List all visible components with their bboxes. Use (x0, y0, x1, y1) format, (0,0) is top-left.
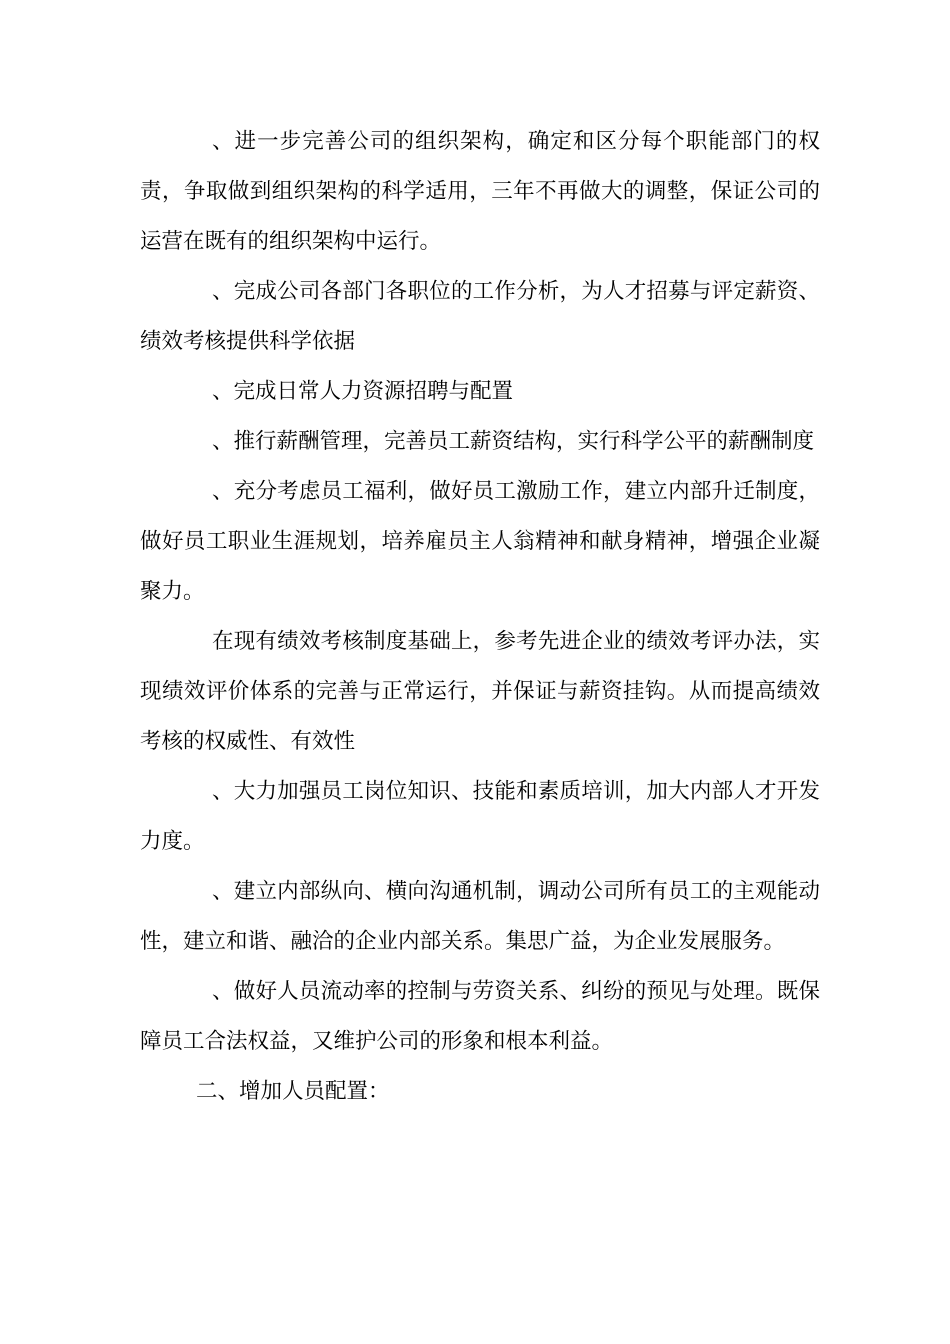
paragraph-training: 、大力加强员工岗位知识、技能和素质培训，加大内部人才开发力度。 (140, 779, 820, 854)
paragraph-job-analysis: 、完成公司各部门各职位的工作分析，为人才招募与评定薪资、绩效考核提供科学依据 (140, 279, 820, 354)
paragraph-compensation: 、推行薪酬管理，完善员工薪资结构，实行科学公平的薪酬制度 (212, 429, 815, 454)
paragraph-recruitment: 、完成日常人力资源招聘与配置 (212, 379, 514, 404)
paragraph-welfare: 、充分考虑员工福利，做好员工激励工作，建立内部升迁制度，做好员工职业生涯规划，培养雇员主人翁精神和献身精神，增强企业凝聚力。 (140, 479, 820, 604)
section-heading: 二、增加人员配置： (196, 1079, 390, 1104)
document-page (140, 117, 820, 1117)
paragraph-performance: 在现有绩效考核制度基础上，参考先进企业的绩效考评办法，实现绩效评价体系的完善与正常运行，并保证与薪资挂钩。从而提高绩效考核的权威性、有效性 (140, 629, 820, 754)
paragraph-communication: 、建立内部纵向、横向沟通机制，调动公司所有员工的主观能动性，建立和谐、融洽的企业内部关系。集思广益，为企业发展服务。 (140, 879, 820, 954)
paragraph-turnover: 、做好人员流动率的控制与劳资关系、纠纷的预见与处理。既保障员工合法权益，又维护公司的形象和根本利益。 (140, 979, 820, 1054)
paragraph-organization-structure: 、进一步完善公司的组织架构，确定和区分每个职能部门的权责，争取做到组织架构的科学适用，三年不再做大的调整，保证公司的运营在既有的组织架构中运行。 (140, 129, 820, 254)
